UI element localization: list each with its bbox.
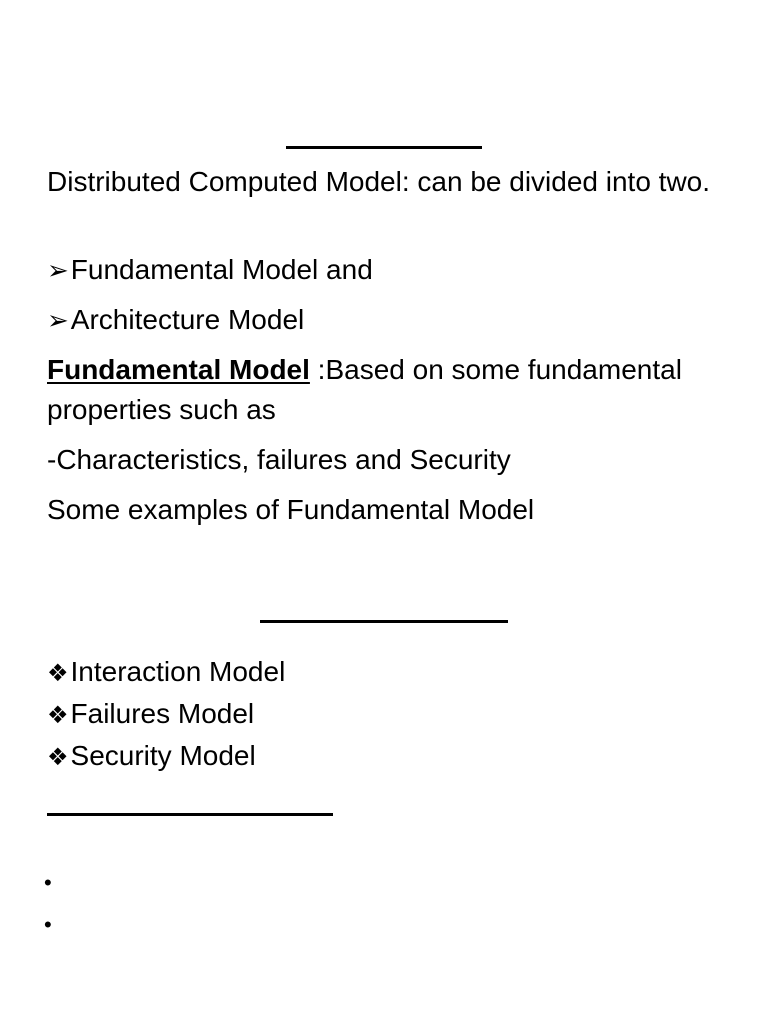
- list-item-fundamental-model: [47, 250, 373, 290]
- example-item-label: Security Model: [70, 740, 256, 771]
- fundamental-model-description: :Based on some fundamental properties such as: [47, 354, 682, 425]
- fundamental-model-definition: [47, 350, 727, 430]
- blank-line-middle: [260, 620, 508, 623]
- diamond-bullet-icon: ❖: [47, 702, 69, 729]
- example-item-security-model: [47, 736, 256, 778]
- arrow-bullet-icon: ➢: [47, 255, 69, 285]
- intro-text: Distributed Computed Model: can be divided into two.: [47, 166, 711, 197]
- list-item-label: Architecture Model: [70, 304, 305, 335]
- example-item-interaction-model: [47, 652, 285, 694]
- example-item-label: Interaction Model: [70, 656, 286, 687]
- diamond-bullet-icon: ❖: [47, 744, 69, 771]
- diamond-bullet-icon: ❖: [47, 660, 69, 687]
- list-item-architecture-model: [47, 300, 304, 340]
- blank-line-bottom: [47, 813, 333, 816]
- example-item-label: Failures Model: [70, 698, 255, 729]
- fundamental-model-term: Fundamental Model: [47, 354, 310, 385]
- empty-bullet: •: [44, 870, 52, 895]
- characteristics-text: -Characteristics, failures and Security: [47, 444, 511, 475]
- empty-bullet: •: [44, 912, 52, 937]
- arrow-bullet-icon: ➢: [47, 305, 69, 335]
- examples-intro-text: Some examples of Fundamental Model: [47, 494, 535, 525]
- list-item-label: Fundamental Model and: [70, 254, 373, 285]
- example-item-failures-model: [47, 694, 254, 736]
- blank-line-top: [286, 146, 482, 149]
